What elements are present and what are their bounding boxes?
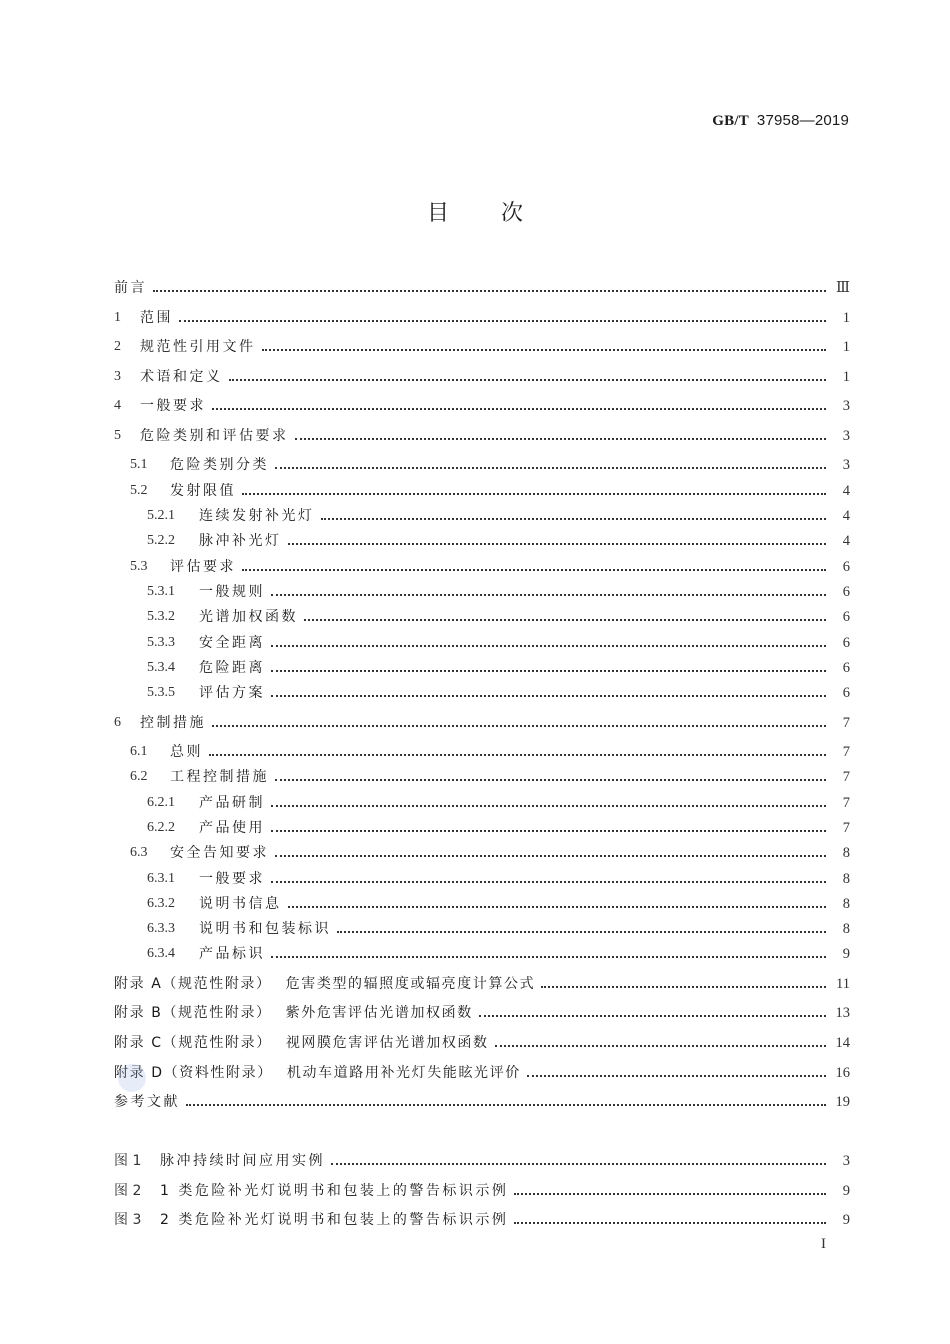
figure-title: 2 类危险补光灯说明书和包装上的警告标识示例: [160, 1212, 509, 1228]
toc-annex-b[interactable]: [114, 1002, 850, 1024]
dot-leader: [541, 985, 826, 988]
toc-entry-label: 总则: [170, 744, 203, 760]
toc-entry-label: 连续发射补光灯: [199, 508, 315, 524]
toc-entry-number: 5: [114, 428, 121, 443]
toc-entry-foreword[interactable]: [114, 277, 850, 299]
dot-leader: [514, 1221, 826, 1224]
dot-leader: [271, 644, 826, 647]
toc-entry-page: 1: [842, 310, 850, 326]
toc-figure-3[interactable]: [114, 1209, 850, 1231]
toc-entry-page: 8: [842, 845, 850, 861]
toc-entry-5-1[interactable]: [114, 454, 850, 476]
toc-entry-5-2[interactable]: [114, 480, 850, 502]
toc-entry-page: 1: [842, 339, 850, 355]
toc-entry-label: 一般规则: [199, 584, 265, 600]
toc-entry-label: 术语和定义: [140, 369, 223, 385]
toc-entry-label: 说明书信息: [199, 896, 282, 912]
annex-tag: 附录 D（资料性附录）: [114, 1065, 273, 1081]
toc-entry-5[interactable]: [114, 425, 850, 447]
toc-entry-number: 1: [114, 310, 121, 325]
toc-entry-label: 控制措施: [140, 715, 206, 731]
toc-entry-page: 14: [835, 1035, 850, 1051]
dot-leader: [275, 778, 826, 781]
dot-leader: [288, 542, 827, 545]
toc-entry-page: 4: [842, 533, 850, 549]
toc-entry-page: 6: [842, 635, 850, 651]
toc-entry-label: 光谱加权函数: [199, 609, 298, 625]
dot-leader: [304, 618, 826, 621]
annex-title: 视网膜危害评估光谱加权函数: [285, 1035, 489, 1051]
toc-entry-number: 6.3.1: [147, 871, 175, 886]
title-char-2: 次: [501, 201, 524, 226]
toc-entry-page: 9: [842, 1212, 850, 1228]
toc-entry-label: 危险类别和评估要求: [140, 428, 289, 444]
toc-entry-number: 5.2.1: [147, 508, 175, 523]
toc-entry-number: 6.3: [130, 845, 148, 860]
toc-entry-5-3-4[interactable]: [114, 657, 850, 679]
toc-entry-number: 5.3: [130, 559, 148, 574]
toc-entry-3[interactable]: [114, 366, 850, 388]
toc-entry-label: 评估要求: [170, 559, 236, 575]
dot-leader: [271, 694, 826, 697]
toc-entry-page: 8: [842, 871, 850, 887]
annex-tag: 附录 A（规范性附录）: [114, 976, 272, 992]
toc-entry-label: 一般要求: [140, 398, 206, 414]
toc-entry-number: 5.2: [130, 483, 148, 498]
toc-entry-6-3-1[interactable]: [114, 868, 850, 890]
toc-annex-d[interactable]: [114, 1062, 850, 1084]
toc-entry-page: 9: [842, 1183, 850, 1199]
dot-leader: [186, 1103, 826, 1106]
toc-entry-6-3-4[interactable]: [114, 943, 850, 965]
toc-entry-label: 危险类别分类: [170, 457, 269, 473]
toc-entry-number: 5.3.3: [147, 635, 175, 650]
toc-entry-page: 8: [842, 921, 850, 937]
toc-entry-page: 7: [842, 715, 850, 731]
toc-entry-page: 1: [842, 369, 850, 385]
toc-entry-number: 2: [114, 339, 121, 354]
toc-entry-label: 脉冲补光灯: [199, 533, 282, 549]
toc-references[interactable]: [114, 1091, 850, 1113]
toc-entry-page: 7: [842, 769, 850, 785]
dot-leader: [295, 437, 827, 440]
dot-leader: [271, 593, 826, 596]
dot-leader: [514, 1192, 826, 1195]
toc-entry-number: 3: [114, 369, 121, 384]
dot-leader: [209, 753, 826, 756]
toc-annex-a[interactable]: [114, 973, 850, 995]
dot-leader: [337, 930, 826, 933]
toc-entry-5-3-5[interactable]: [114, 682, 850, 704]
toc-entry-label: 说明书和包装标识: [199, 921, 331, 937]
annex-tag: 附录 C（规范性附录）: [114, 1035, 272, 1051]
toc-entry-number: 6.3.2: [147, 896, 175, 911]
toc-entry-5-3-2[interactable]: [114, 606, 850, 628]
toc-entry-label: 一般要求: [199, 871, 265, 887]
figure-title: 脉冲持续时间应用实例: [160, 1153, 325, 1169]
toc-entry-5-3[interactable]: [114, 556, 850, 578]
toc-annex-c[interactable]: [114, 1032, 850, 1054]
toc-entry-number: 5.1: [130, 457, 148, 472]
toc-entry-number: 6.2.1: [147, 795, 175, 810]
dot-leader: [495, 1044, 826, 1047]
toc-entry-label: 评估方案: [199, 685, 265, 701]
toc-entry-number: 4: [114, 398, 121, 413]
toc-entry-number: 5.2.2: [147, 533, 175, 548]
toc-entry-number: 6.2.2: [147, 820, 175, 835]
toc-entry-6-3-2[interactable]: [114, 893, 850, 915]
toc-entry-page: 3: [842, 1153, 850, 1169]
toc-entry-5-3-1[interactable]: [114, 581, 850, 603]
toc-entry-page: 6: [842, 685, 850, 701]
figure-number: 图 2: [114, 1183, 142, 1199]
toc-entry-page: 19: [835, 1094, 850, 1110]
figure-number: 图 3: [114, 1212, 142, 1228]
toc-entry-number: 5.3.1: [147, 584, 175, 599]
dot-leader: [271, 829, 826, 832]
cursor-highlight: [118, 1064, 146, 1092]
toc-entry-page: 6: [842, 609, 850, 625]
dot-leader: [271, 804, 826, 807]
standard-number: 37958—2019: [756, 112, 849, 129]
toc-entry-6-3-3[interactable]: [114, 918, 850, 940]
dot-leader: [331, 1162, 826, 1165]
toc-entry-label: 安全告知要求: [170, 845, 269, 861]
dot-leader: [212, 407, 826, 410]
dot-leader: [212, 724, 826, 727]
toc-entry-page: 6: [842, 660, 850, 676]
toc-entry-label: 产品使用: [199, 820, 265, 836]
toc-entry-number: 5.3.2: [147, 609, 175, 624]
toc-entry-page: 7: [842, 744, 850, 760]
standard-prefix: GB/T: [712, 113, 749, 129]
toc-entry-label: 参考文献: [114, 1094, 180, 1110]
dot-leader: [179, 319, 826, 322]
dot-leader: [242, 568, 826, 571]
toc-entry-label: 前言: [114, 280, 147, 296]
toc-entry-6-3[interactable]: [114, 842, 850, 864]
toc-entry-label: 工程控制措施: [170, 769, 269, 785]
annex-title: 机动车道路用补光灯失能眩光评价: [286, 1065, 521, 1081]
toc-entry-2[interactable]: [114, 336, 850, 358]
toc-entry-page: 6: [842, 559, 850, 575]
toc-entry-label: 危险距离: [199, 660, 265, 676]
toc-entry-1[interactable]: [114, 307, 850, 329]
toc-entry-number: 6.1: [130, 744, 148, 759]
dot-leader: [527, 1074, 826, 1077]
toc-entry-page: 3: [842, 398, 850, 414]
toc-entry-page: Ⅲ: [836, 280, 850, 296]
toc-entry-page: 3: [842, 428, 850, 444]
toc-entry-label: 产品研制: [199, 795, 265, 811]
toc-figure-1[interactable]: [114, 1150, 850, 1172]
toc-entry-page: 16: [835, 1065, 850, 1081]
dot-leader: [229, 378, 827, 381]
annex-tag: 附录 B（规范性附录）: [114, 1005, 272, 1021]
toc-entry-6-2-2[interactable]: [114, 817, 850, 839]
dot-leader: [275, 466, 826, 469]
dot-leader: [321, 517, 827, 520]
toc-entry-page: 4: [842, 508, 850, 524]
toc-entry-page: 3: [842, 457, 850, 473]
title-char-1: 目: [426, 201, 449, 226]
toc-entry-page: 9: [842, 946, 850, 962]
toc-entry-number: 6.2: [130, 769, 148, 784]
dot-leader: [153, 289, 826, 292]
toc-entry-page: 6: [842, 584, 850, 600]
toc-entry-number: 6.3.4: [147, 946, 175, 961]
toc-entry-page: 7: [842, 795, 850, 811]
figure-title: 1 类危险补光灯说明书和包装上的警告标识示例: [160, 1183, 509, 1199]
toc-entry-4[interactable]: [114, 395, 850, 417]
toc-entry-page: 11: [836, 976, 850, 992]
dot-leader: [271, 669, 826, 672]
annex-title: 紫外危害评估光谱加权函数: [285, 1005, 473, 1021]
dot-leader: [479, 1014, 826, 1017]
dot-leader: [288, 905, 827, 908]
standard-code: [712, 112, 849, 130]
toc-entry-page: 13: [835, 1005, 850, 1021]
toc-entry-6-2-1[interactable]: [114, 792, 850, 814]
toc-entry-label: 范围: [140, 310, 173, 326]
dot-leader: [271, 880, 826, 883]
dot-leader: [262, 348, 827, 351]
dot-leader: [242, 492, 826, 495]
toc-entry-number: 6: [114, 715, 121, 730]
toc-entry-page: 7: [842, 820, 850, 836]
annex-title: 危害类型的辐照度或辐亮度计算公式: [285, 976, 536, 992]
toc-entry-number: 6.3.3: [147, 921, 175, 936]
toc-entry-label: 发射限值: [170, 483, 236, 499]
toc-entry-5-2-2[interactable]: [114, 530, 850, 552]
toc-entry-5-2-1[interactable]: [114, 505, 850, 527]
dot-leader: [275, 854, 826, 857]
toc-entry-6-1[interactable]: [114, 741, 850, 763]
toc-entry-label: 产品标识: [199, 946, 265, 962]
toc-entry-6-2[interactable]: [114, 766, 850, 788]
figure-number: 图 1: [114, 1153, 142, 1169]
page-number: I: [821, 1236, 826, 1252]
toc-entry-label: 规范性引用文件: [140, 339, 256, 355]
page-title: [0, 196, 950, 227]
toc-figure-2[interactable]: [114, 1180, 850, 1202]
toc-entry-label: 安全距离: [199, 635, 265, 651]
toc-entry-5-3-3[interactable]: [114, 632, 850, 654]
dot-leader: [271, 955, 826, 958]
toc-entry-page: 4: [842, 483, 850, 499]
toc-entry-number: 5.3.5: [147, 685, 175, 700]
toc-entry-number: 5.3.4: [147, 660, 175, 675]
toc-entry-6[interactable]: [114, 712, 850, 734]
toc-entry-page: 8: [842, 896, 850, 912]
